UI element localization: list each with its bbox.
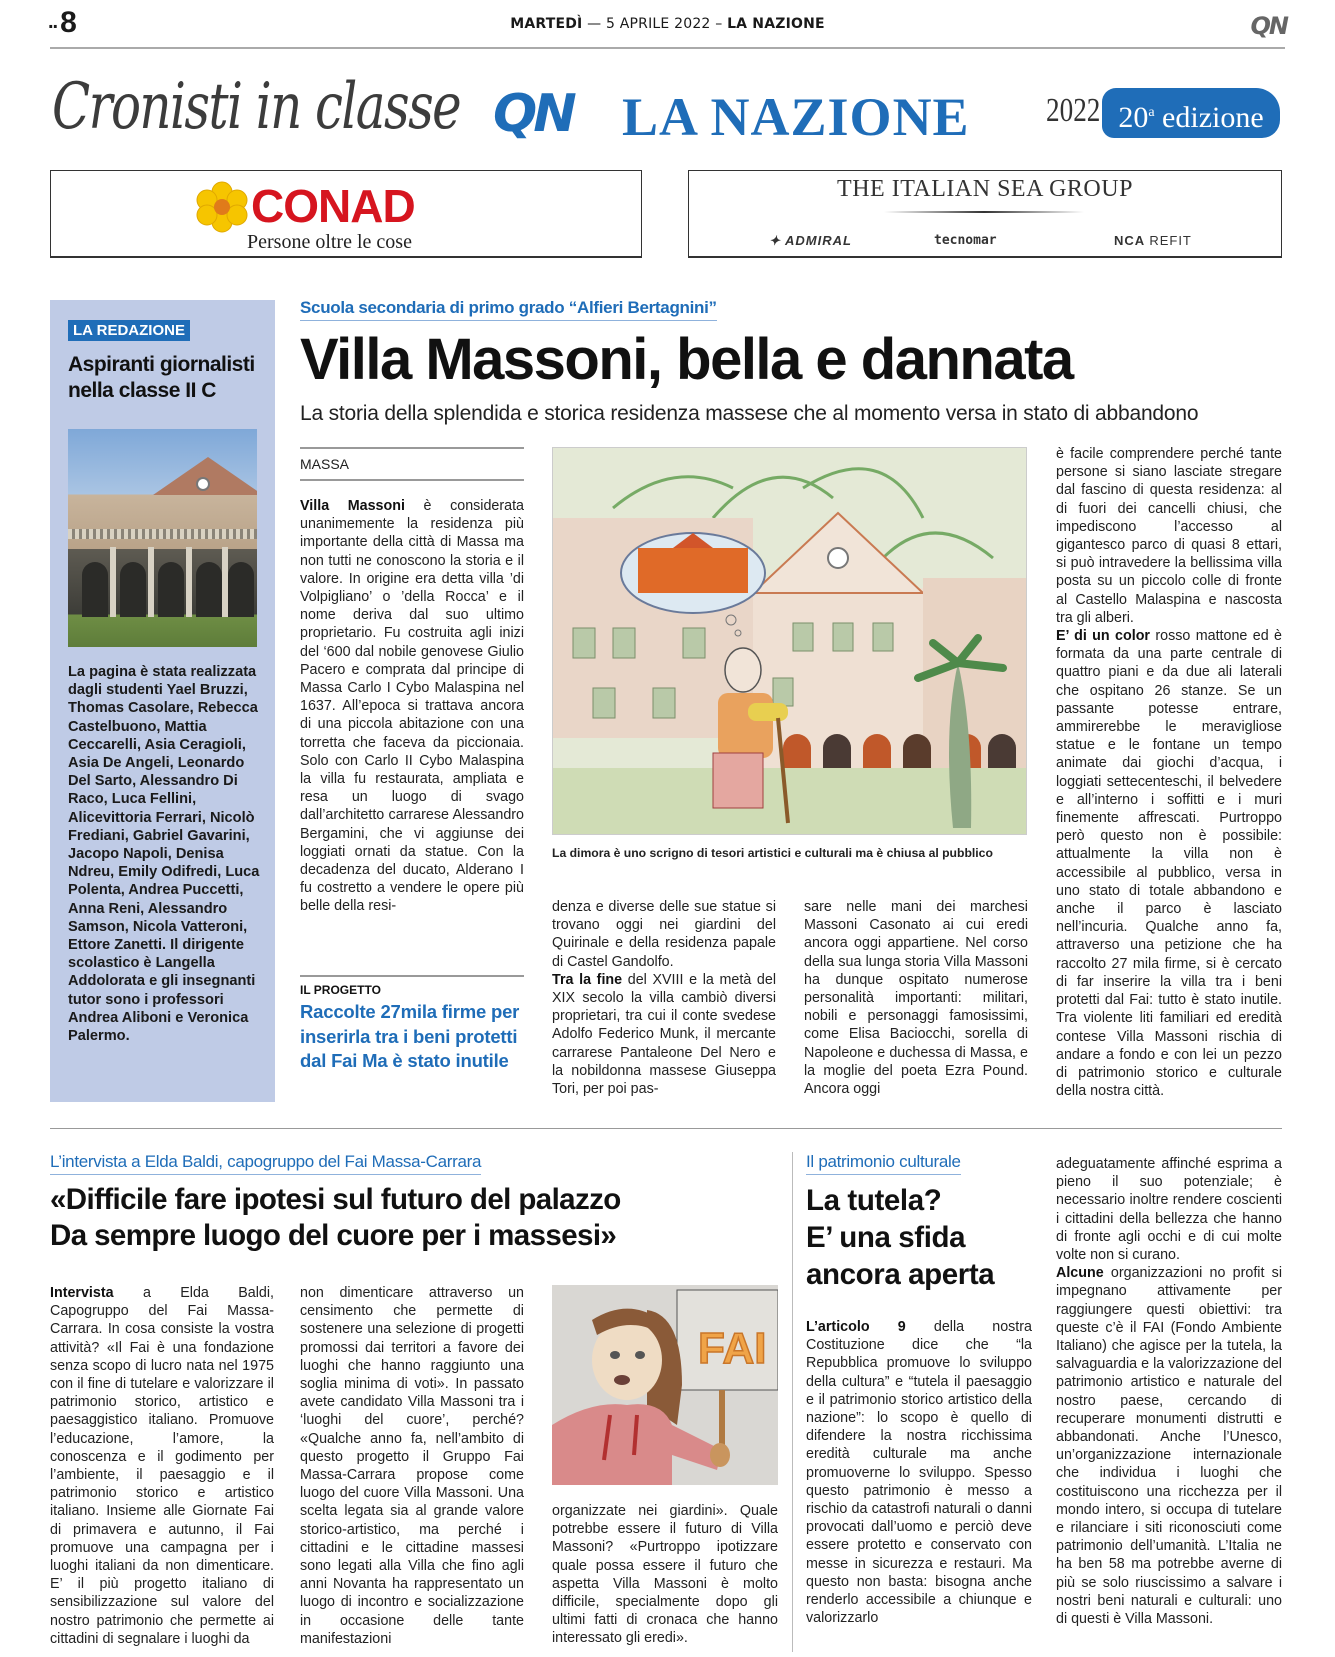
main-subhead: La storia della splendida e storica residenza massese che al momento versa in stato di abbandono bbox=[300, 402, 1199, 425]
heritage-column-2: adeguatamente affinché esprima a pieno il suo potenziale; è necessario inoltre rendere coscienti i cittadini della bellezza che hanno di fronte agli occhi e di cui molte volte non si curano. Alcune organizzazioni no profit si impegnano attivamente per raggiungere questi obiettivi: tra queste c’è il FAI (Fondo Ambiente Italiano) che agisce per la tutela, la salvaguardia e la valorizzazione del patrimonio artistico e naturale del nostro paese, cercando di recuperare monumenti distrutti e abbandonati. Anche l’Unesco, un’organizzazione internazionale che individua i luoghi che costituiscono una ricchezza per il mondo intero, si occupa di tutelare e rilanciare i siti riconosciuti come patrimonio dell’umanità. L’Italia ne ha ben 58 ma potrebbe averne di più se solo riuscissimo a salvare i nostri beni naturali e culturali: uno di questi è Villa Massoni. bbox=[1056, 1156, 1282, 1628]
masthead-paper-name: LA NAZIONE bbox=[622, 87, 970, 147]
section-tag: LA REDAZIONE bbox=[68, 320, 190, 341]
article-column-4: è facile comprendere perché tante persone si siano lasciate stregare dal fascino di questa residenza: al di fuori dei cancelli chiusi, che impediscono l’accesso al gigantesco parco di quasi 8 ettari, si può intravedere la bellissima villa posta su un piccolo colle di fronte al Castello Malaspina e nascosta tra gli alberi. E’ di un color rosso mattone ed è formata da una parte centrale di quattro piani e da due ali laterali che ospitano 26 stanze. Se un passante potesse entrare, ammirerebbe le meravigliose statue e le fontane un tempo animate dai giochi d’acqua, i loggiati settecenteschi, il belvedere e all’interno i soffitti e i muri finemente affrescati. Purtroppo però questo non è possibile: attualmente la villa non è accessibile al pubblico, versa in uno stato di totale abbandono e anche il parco è lasciato nell’incuria. Qualche anno fa, attraverso una petizione che ha raccolto 27 mila firme, si è cercato di far inserire la villa tra i beni protetti dal Fai: tutto è stato inutile. Tra violente liti familiari ed eredità contese Villa Massoni rischia di andare a fondo e con lei un pezzo di patrimonio storico e culturale della nostra città. bbox=[1056, 446, 1282, 1100]
series-title: Cronisti in classe bbox=[52, 70, 461, 144]
article-column-2: denza e diverse delle sue statue si trovano oggi nei giardini del Quirinale e della residenza papale di Castel Gandolfo. Tra la fine del XVIII e la metà del XIX secolo la villa cambiò diversi proprietari, tra cui il conte svedese Adolfo Federico Munk, il mercante carrarese Pantaleone Del Nero e la nobildonna massese Giuseppa Tori, per poi pas- bbox=[552, 899, 777, 1098]
conad-tagline: Persone oltre le cose bbox=[247, 231, 412, 253]
progetto-label: IL PROGETTO bbox=[300, 983, 381, 997]
conad-logo: CONAD bbox=[251, 180, 415, 232]
dateline: MARTEDÌ — 5 APRILE 2022 – LA NAZIONE bbox=[510, 16, 825, 32]
interview-kicker: L’intervista a Elda Baldi, capogruppo del Fai Massa-Carrara bbox=[50, 1152, 481, 1175]
svg-text:FAI: FAI bbox=[698, 1324, 767, 1373]
sidebar-title: Aspiranti giornalisti nella classe II C bbox=[68, 353, 255, 402]
heritage-kicker: Il patrimonio culturale bbox=[806, 1152, 961, 1175]
date: 5 APRILE 2022 bbox=[605, 16, 711, 32]
interview-column-1: Intervista a Elda Baldi, Capogruppo del Fai Massa-Carrara. In cosa consiste la vostra attività? «Il Fai è una fondazione senza scopo di lucro nata nel 1975 con il fine di tutelare e valorizzare il patrimonio storico, artistico e paesaggistico italiano. Promuove l’educazione, l’amore, la conoscenza e il godimento per l’ambiente, il paesaggio e il patrimonio storico e artistico italiano. Insieme alle Giornate Fai di primavera e autunno, il Fai promuove una campagna per i luoghi italiani da non dimenticare. E’ il più progetto italiano di sensibilizzazione sul valore del nostro patrimonio che permette ai cittadini di segnalare i luoghi da bbox=[50, 1285, 274, 1647]
redazione-sidebar bbox=[50, 300, 275, 1102]
fai-girl-drawing-image bbox=[552, 1285, 778, 1485]
interview-headline: «Difficile fare ipotesi sul futuro del palazzo Da sempre luogo del cuore per i massesi» bbox=[50, 1183, 621, 1252]
qn-logo-icon: QN bbox=[1250, 12, 1287, 40]
page-number: .. 8 bbox=[48, 6, 76, 39]
article-dateline: MASSA bbox=[300, 456, 350, 472]
villa-courtyard-photo bbox=[68, 429, 257, 647]
interview-column-2: non dimenticare attraverso un censimento che permette di sostenere una selezione di progetti promossi dai territori a favore dei luoghi che hanno raggiunto una soglia minima di voti». In passato avete candidato Villa Massoni tra i ‘luoghi del cuore’, perché? «Qualche anno fa, nell’ambito di questo progetto il Gruppo Fai Massa-Carrara propose come luogo del cuore Villa Massoni. Una scelta legata sia al grande valore storico-artistico, ma perché i cittadini e le cittadine massesi sono legati alla Villa che fino agli anni Novanta ha rappresentato un luogo di incontro e socializzazione in occasione delle tante manifestazioni bbox=[300, 1285, 524, 1647]
isg-underline bbox=[884, 211, 1084, 213]
dateline-rule-bottom bbox=[300, 479, 524, 481]
isg-logo: THE ITALIAN SEA GROUP bbox=[837, 176, 1133, 202]
tecnomar-logo: tecnomar bbox=[934, 233, 997, 248]
sponsor-italian-sea-group bbox=[688, 170, 1282, 258]
main-headline: Villa Massoni, bella e dannata bbox=[300, 327, 1073, 392]
masthead-year: 2022 bbox=[1046, 92, 1101, 129]
image-caption: La dimora è uno scrigno di tesori artistici e culturali ma è chiusa al pubblico bbox=[552, 846, 993, 860]
dateline-rule-top bbox=[300, 447, 524, 449]
heritage-headline: La tutela? E’ una sfida ancora aperta bbox=[806, 1184, 995, 1291]
weekday: MARTEDÌ bbox=[510, 16, 583, 32]
conad-flower-icon bbox=[196, 181, 248, 233]
admiral-logo: ✦ ADMIRAL bbox=[769, 233, 852, 248]
heritage-column-1: L’articolo 9 della nostra Costituzione dice che “la Repubblica promuove lo sviluppo della cultura” e “tutela il paesaggio e il patrimonio storico artistico della nazione”: lo scopo è quello di difendere la nostra ricchissima eredità culturale ma anche promuoverne lo sviluppo. Spesso questo patrimonio è messo a rischio da catastrofi naturali o danni provocati dall’uomo e perciò deve essere protetto e conservato con messe in sicurezza e restauri. Ma questo non basta: bisogna anche renderlo accessibile a chiunque e valorizzarlo bbox=[806, 1319, 1032, 1627]
section-divider bbox=[50, 1128, 1282, 1129]
interview-column-3: organizzate nei giardini». Quale potrebbe essere il futuro di Villa Massoni? «Purtroppo ipotizzare quale possa essere il futuro che aspetta Villa Massoni è molto difficile, specialmente dopo gli ultimi fatti di cronaca che hanno interessato gli eredi». bbox=[552, 1503, 778, 1647]
article-column-1: Villa Massoni è considerata unanimemente la residenza più importante della città di Massa ma non tutti ne conoscono la storia e il valore. In origine era detta villa ’di Volpigliano’ o ’della Rocca’ e il nome deriva dal suo ultimo proprietario. Fu costruita agli inizi del ‘600 dal nobile genovese Giulio Pacero e comprata dal principe di Massa Carlo I Cybo Malaspina nel 1637. All’epoca si trattava ancora di una piccola abitazione con una torretta che faceva da piccionaia. Solo con Carlo II Cybo Malaspina la villa fu restaurata, ampliata e resa un luogo di svago dall’architetto carrarese Alessandro Bergamini, che vi aggiunse dei loggiati ornati da statue. Con la decadenza del ducato, Alderano I fu costretto a vendere le opere più belle della resi- bbox=[300, 498, 525, 915]
article-column-3: sare nelle mani dei marchesi Massoni Casonato ai cui eredi ancora oggi appartiene. Nel corso della sua lunga storia Villa Massoni ha dunque ospitato numerose personalità importanti: militari, nobili e personaggi famosissimi, come Elisa Baciocchi, sorella di Napoleone e duchessa di Massa, e la moglie del poeta Ezra Pound. Ancora oggi bbox=[804, 899, 1028, 1098]
qn-logo-large-icon: QN bbox=[493, 84, 573, 144]
edition-badge: 20$^a$ edizione bbox=[1102, 88, 1280, 138]
progetto-title: Raccolte 27mila firme per inserirla tra i beni protetti dal Fai Ma è stato inutile bbox=[300, 1001, 520, 1071]
sponsor-conad bbox=[50, 170, 642, 258]
progetto-rule bbox=[300, 975, 524, 977]
nca-refit-logo: NCA REFIT bbox=[1114, 233, 1192, 248]
header-divider bbox=[50, 47, 1285, 49]
column-divider bbox=[792, 1152, 793, 1652]
paper-name: LA NAZIONE bbox=[727, 16, 825, 32]
villa-drawing-image bbox=[552, 447, 1027, 835]
credits-text: La pagina è stata realizzata dagli studenti Yael Bruzzi, Thomas Casolare, Rebecca Castelbuono, Mattia Ceccarelli, Asia Ceragioli, Asia De Angeli, Leonardo Del Sarto, Alessandro Di Raco, Luca Fellini, Alicevittoria Ferrari, Nicolò Frediani, Gabriel Gavarini, Jacopo Napoli, Denisa Ndreu, Emily Odifredi, Luca Polenta, Andrea Puccetti, Anna Reni, Alessandro Samson, Nicola Vatteroni, Ettore Zanetti. Il dirigente scolastico è Langella Addolorata e gli insegnanti tutor sono i professori Andrea Aliboni e Veronica Palermo. bbox=[68, 664, 260, 1045]
main-kicker: Scuola secondaria di primo grado “Alfieri Bertagnini” bbox=[300, 298, 717, 321]
